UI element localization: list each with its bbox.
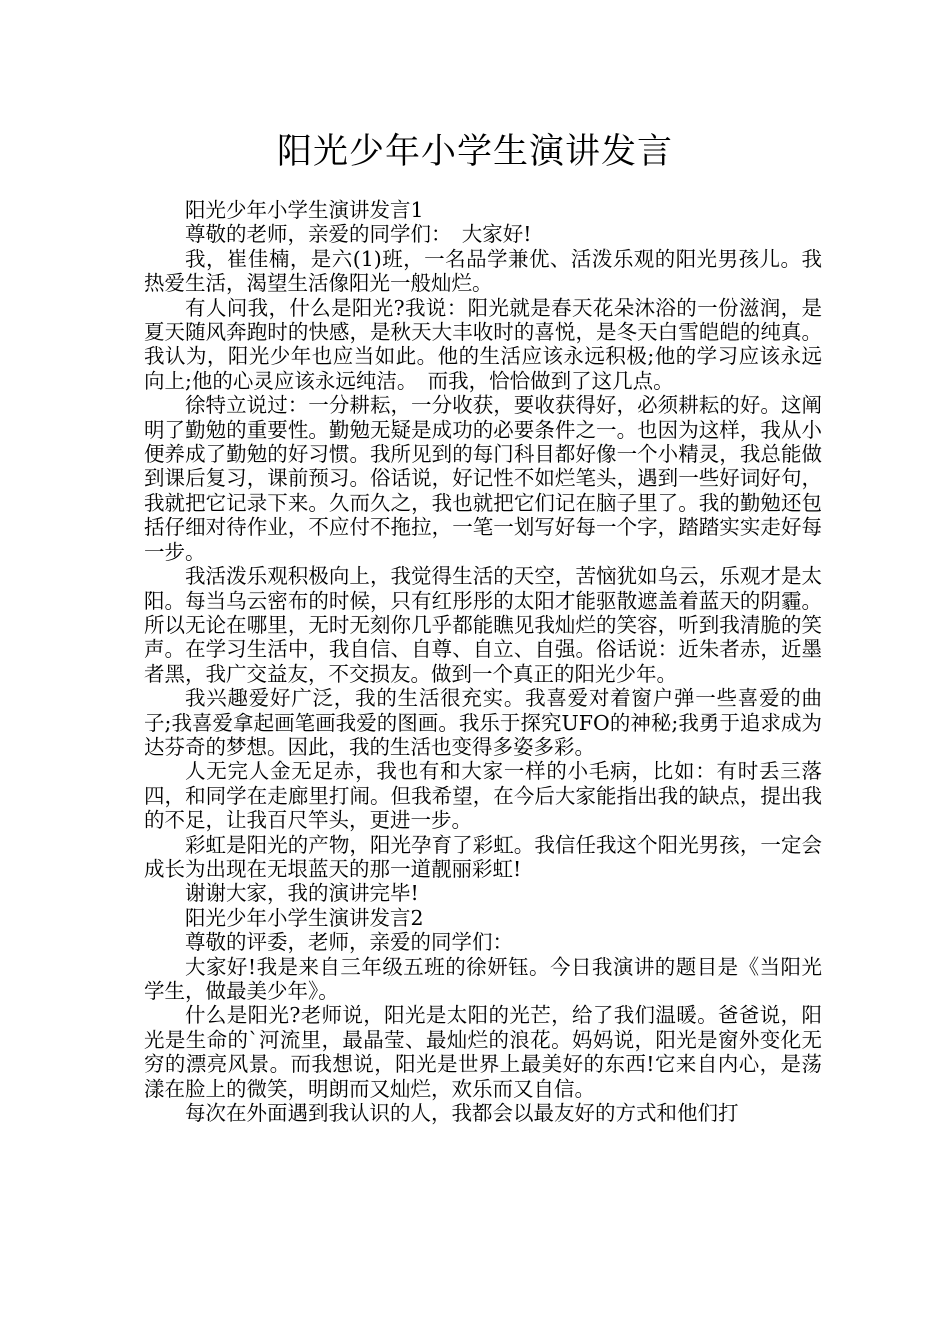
paragraph-8: 人无完人金无足赤，我也有和大家一样的小毛病，比如：有时丢三落四，和同学在走廊里打闹。但我希望，在今后大家能指出我的缺点，提出我的不足，让我百尺竿头，更进一步。 <box>144 759 822 833</box>
paragraph-12: 尊敬的评委，老师，亲爱的同学们： <box>185 930 513 955</box>
paragraph-11: 阳光少年小学生演讲发言2 <box>185 905 424 930</box>
paragraph-5: 徐特立说过：一分耕耘，一分收获，要收获得好，必须耕耘的好。这阐明了勤勉的重要性。勤勉无疑是成功的必要条件之一。也因为这样，我从小便养成了勤勉的好习惯。我所见到的每门科目都好像一个小精灵，我总能做到课后复习，课前预习。俗话说，好记性不如烂笔头，遇到一些好词好句，我就把它记录下来。久而久之，我也就把它们记在脑子里了。我的勤勉还包括仔细对待作业，不应付不拖拉，一笔一划写好每一个字，踏踏实实走好每一步。 <box>144 393 822 564</box>
paragraph-13: 大家好!我是来自三年级五班的徐妍钰。今日我演讲的题目是《当阳光学生，做最美少年》。 <box>144 954 822 1003</box>
paragraph-14: 什么是阳光?老师说，阳光是太阳的光芒，给了我们温暖。爸爸说，阳光是生命的`河流里，最晶莹、最灿烂的浪花。妈妈说，阳光是窗外变化无穷的漂亮风景。而我想说，阳光是世界上最美好的东西!它来自内心，是荡漾在脸上的微笑，明朗而又灿烂，欢乐而又自信。 <box>144 1003 822 1101</box>
paragraph-9: 彩虹是阳光的产物，阳光孕育了彩虹。我信任我这个阳光男孩，一定会成长为出现在无垠蓝天的那一道靓丽彩虹! <box>144 832 822 881</box>
paragraph-3: 我，崔佳楠，是六(1)班，一名品学兼优、活泼乐观的阳光男孩儿。我热爱生活，渴望生活像阳光一般灿烂。 <box>144 246 822 296</box>
paragraph-1: 阳光少年小学生演讲发言1 <box>185 198 424 222</box>
paragraph-2: 尊敬的老师，亲爱的同学们： 大家好! <box>185 222 532 247</box>
paragraph-6: 我活泼乐观积极向上，我觉得生活的天空，苦恼犹如乌云，乐观才是太阳。每当乌云密布的时候，只有红彤彤的太阳才能驱散遮盖着蓝天的阴霾。所以无论在哪里，无时无刻你几乎都能瞧见我灿烂的笑容，听到我清脆的笑声。在学习生活中，我自信、自尊、自立、自强。俗话说：近朱者赤，近墨者黑，我广交益友，不交损友。做到一个真正的阳光少年。 <box>144 564 822 686</box>
paragraph-4: 有人问我，什么是阳光?我说：阳光就是春天花朵沐浴的一份滋润，是夏天随风奔跑时的快感，是秋天大丰收时的喜悦，是冬天白雪皑皑的纯真。我认为，阳光少年也应当如此。他的生活应该永远积极;他的学习应该永远向上;他的心灵应该永远纯洁。 而我，恰恰做到了这几点。 <box>144 295 822 393</box>
paragraph-10: 谢谢大家，我的演讲完毕! <box>185 881 419 906</box>
document-body <box>144 198 822 1125</box>
document-title: 阳光少年小学生演讲发言 <box>276 132 673 172</box>
paragraph-7: 我兴趣爱好广泛，我的生活很充实。我喜爱对着窗户弹一些喜爱的曲子;我喜爱拿起画笔画我爱的图画。我乐于探究UFO的神秘;我勇于追求成为达芬奇的梦想。因此，我的生活也变得多姿多彩。 <box>144 686 822 759</box>
paragraph-15: 每次在外面遇到我认识的人，我都会以最友好的方式和他们打 <box>185 1101 739 1126</box>
